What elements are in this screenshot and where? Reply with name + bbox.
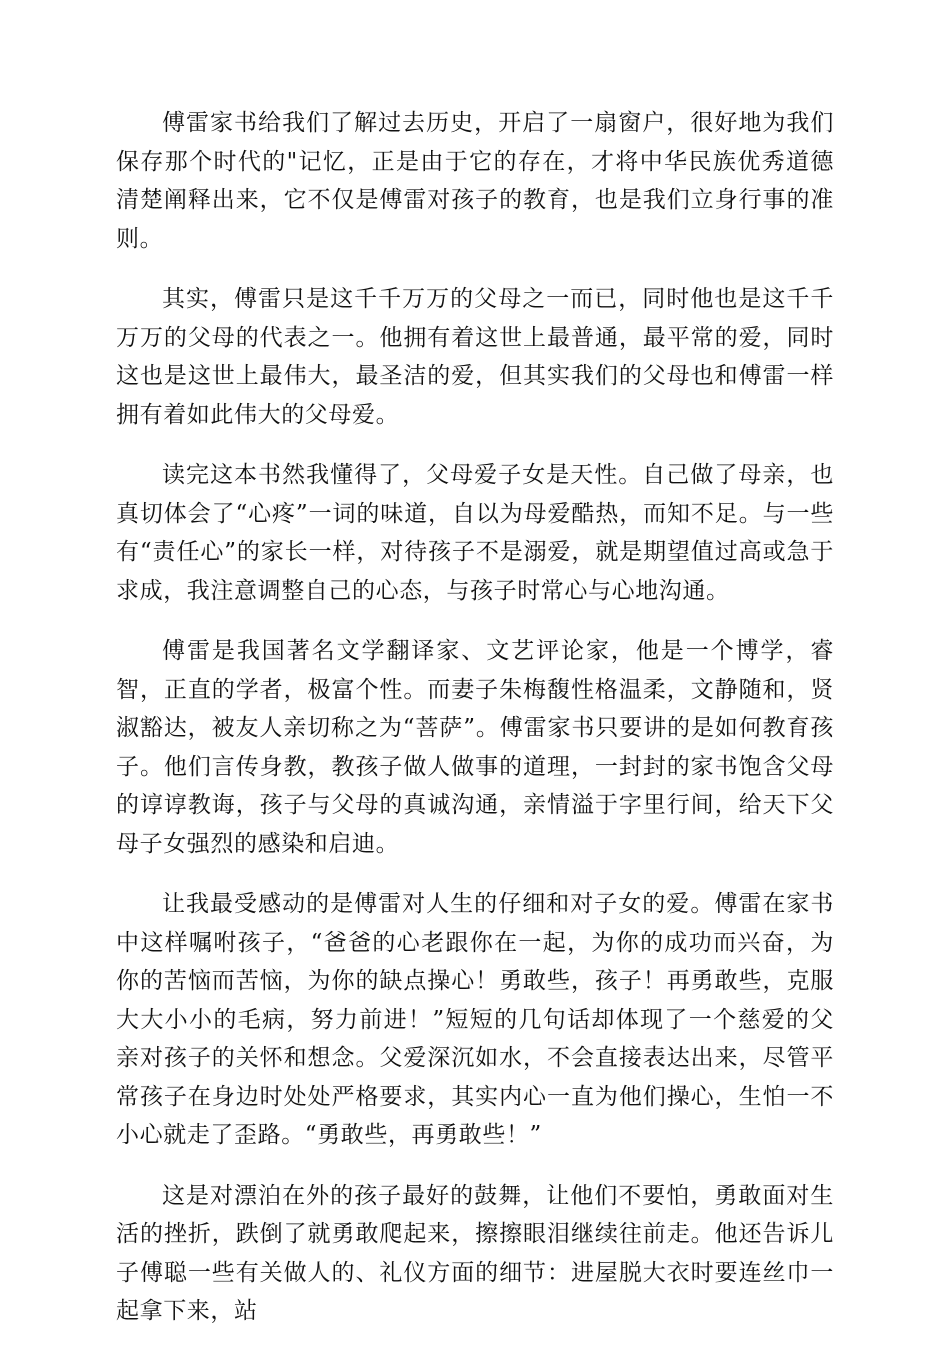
paragraph-1: 傅雷家书给我们了解过去历史，开启了一扇窗户，很好地为我们保存那个时代的"记忆，正是由于它的存在，才将中华民族优秀道德清楚阐释出来，它不仅是傅雷对孩子的教育，也是我们立身行事的准则。 bbox=[116, 110, 834, 252]
paragraph-3: 读完这本书然我懂得了，父母爱子女是天性。自己做了母亲，也真切体会了“心疼”一词的味道，自以为母爱酷热，而知不足。与一些有“责任心”的家长一样，对待孩子不是溺爱，就是期望值过高或急于求成，我注意调整自己的心态，与孩子时常心与心地沟通。 bbox=[116, 462, 834, 604]
paragraph-5: 让我最受感动的是傅雷对人生的仔细和对子女的爱。傅雷在家书中这样嘱咐孩子，“爸爸的心老跟你在一起，为你的成功而兴奋，为你的苦恼而苦恼，为你的缺点操心！勇敢些，孩子！再勇敢些，克服大大小小的毛病，努力前进！”短短的几句话却体现了一个慈爱的父亲对孩子的关怀和想念。父爱深沉如水，不会直接表达出来，尽管平常孩子在身边时处处严格要求，其实内心一直为他们操心，生怕一不小心就走了歪路。“勇敢些，再勇敢些！” bbox=[116, 891, 834, 1148]
paragraph-4: 傅雷是我国著名文学翻译家、文艺评论家，他是一个博学，睿智，正直的学者，极富个性。而妻子朱梅馥性格温柔，文静随和，贤淑豁达，被友人亲切称之为“菩萨”。傅雷家书只要讲的是如何教育孩子。他们言传身教，教孩子做人做事的道理，一封封的家书饱含父母的谆谆教诲，孩子与父母的真诚沟通，亲情溢于字里行间，给天下父母子女强烈的感染和启迪。 bbox=[116, 638, 834, 857]
document-body bbox=[116, 104, 834, 1353]
paragraph-2: 其实，傅雷只是这千千万万的父母之一而已，同时他也是这千千万万的父母的代表之一。他拥有着这世上最普通，最平常的爱，同时这也是这世上最伟大，最圣洁的爱，但其实我们的父母也和傅雷一样拥有着如此伟大的父母爱。 bbox=[116, 286, 834, 428]
paragraph-6: 这是对漂泊在外的孩子最好的鼓舞，让他们不要怕，勇敢面对生活的挫折，跌倒了就勇敢爬起来，擦擦眼泪继续往前走。他还告诉儿子傅聪一些有关做人的、礼仪方面的细节：进屋脱大衣时要连丝巾一起拿下来，站 bbox=[116, 1182, 834, 1324]
